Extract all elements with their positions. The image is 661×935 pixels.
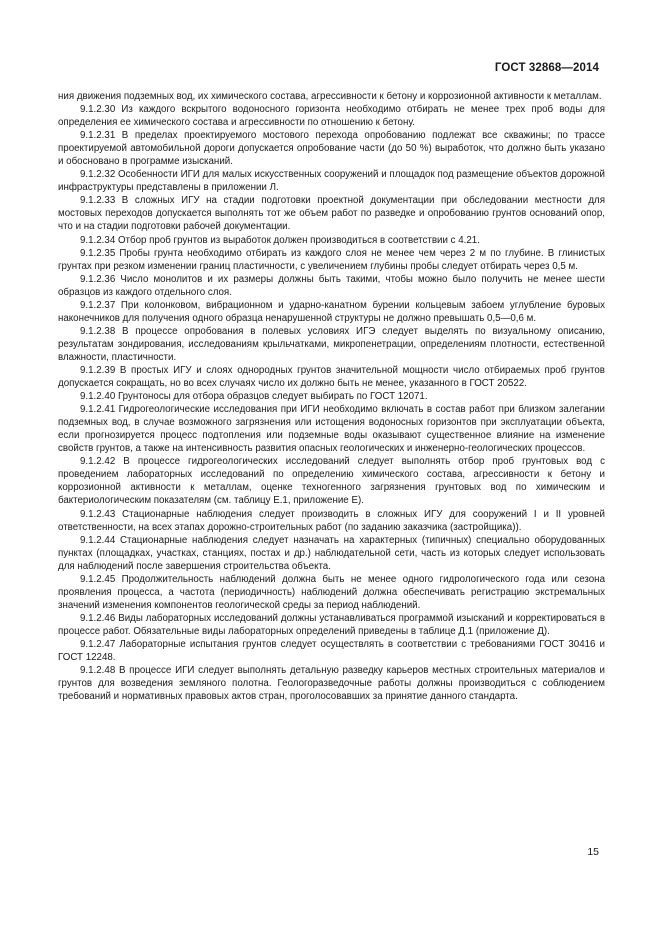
paragraph-9-1-2-45: 9.1.2.45 Продолжительность наблюдений должна быть не менее одного гидрологического года или сезона проявления процесса, а частота (периодичность) наблюдений должна обеспечивать регистрацию экстремальных значений изменения компонентов геологической среды за период наблюдений. (58, 573, 605, 611)
paragraph-9-1-2-33: 9.1.2.33 В сложных ИГУ на стадии подготовки проектной документации при обследовании местности для мостовых переходов допускается выполнять тот же объем работ по разведке и опробованию грунтов оснований опор, что и на стадии подготовки рабочей документации. (58, 195, 605, 233)
paragraph-9-1-2-35: 9.1.2.35 Пробы грунта необходимо отбирать из каждого слоя не менее чем через 2 м по глубине. В глинистых грунтах при резком изменении границ пластичности, с увеличением глубины пробы следует отбирать через 0,5 м. (58, 247, 605, 272)
paragraph-9-1-2-41: 9.1.2.41 Гидрогеологические исследования при ИГИ необходимо включать в состав работ при близком залегании подземных вод, в случае возможного загрязнения или истощения водоносных горизонтов при эксплуатации объекта, если прогнозируется процесс подтопления или подземные воды оказывают существенное влияние на изменение свойств грунтов, а также на интенсивность развития опасных геологических и инженерно-геологических процессов. (58, 404, 605, 455)
paragraph-9-1-2-34: 9.1.2.34 Отбор проб грунтов из выработок должен производиться в соответствии с 4.21. (80, 234, 480, 246)
paragraph-9-1-2-43: 9.1.2.43 Стационарные наблюдения следует производить в сложных ИГУ для сооружений I и II уровней ответственности, на всех этапах дорожно-строительных работ (по заданию заказчика (застройщика)). (58, 508, 605, 533)
paragraph-9-1-2-47: 9.1.2.47 Лабораторные испытания грунтов следует осуществлять в соответствии с требованиями ГОСТ 30416 и ГОСТ 12248. (58, 638, 605, 664)
paragraph-9-1-2-32: 9.1.2.32 Особенности ИГИ для малых искусственных сооружений и площадок под размещение объектов дорожной инфраструктуры представлены в приложении Л. (58, 169, 605, 194)
paragraph-9-1-2-42: 9.1.2.42 В процессе гидрогеологических исследований следует выполнять отбор проб грунтовых вод с проведением лабораторных исследований по определению химического состава, агрессивности к бетону и коррозионной активности к металлам, оценке техногенного загрязнения грунтовых вод по химическим и бактериологическим показателям (см. таблицу Е.1, приложение Е). (58, 456, 605, 507)
paragraph-9-1-2-36: 9.1.2.36 Число монолитов и их размеры должны быть такими, чтобы можно было получить не менее шести образцов из каждого отдельного слоя. (58, 273, 605, 298)
paragraph-9-1-2-44: 9.1.2.44 Стационарные наблюдения следует назначать на характерных (типичных) специально оборудованных пунктах (площадках, участках, станциях, постах и др.) наблюдательной сети, часть из которых следует использовать для наблюдений после завершения строительства объекта. (58, 534, 605, 572)
standard-code-header: ГОСТ 32868—2014 (494, 62, 599, 74)
paragraph-9-1-2-46: 9.1.2.46 Виды лабораторных исследований должны устанавливаться программой изысканий и корректироваться в процессе работ. Обязательные виды лабораторных определений приведены в таблице Д.1 (приложение Д). (58, 612, 605, 637)
paragraph-continuation: ния движения подземных вод, их химического состава, агрессивности к бетону и коррозионной активности к металлам. (58, 91, 602, 102)
paragraph-9-1-2-40: 9.1.2.40 Грунтоносы для отбора образцов следует выбирать по ГОСТ 12071. (80, 391, 428, 403)
paragraph-9-1-2-48: 9.1.2.48 В процессе ИГИ следует выполнять детальную разведку карьеров местных строительных материалов и грунтов для возведения земляного полотна. Геологоразведочные работы должны производиться с соблюдением требований и нормативных правовых актов стран, проголосовавших за принятие данного стандарта. (58, 665, 605, 703)
paragraph-9-1-2-39: 9.1.2.39 В простых ИГУ и слоях однородных грунтов значительной мощности число отбираемых проб грунтов допускается сокращать, но во всех случаях число их должно быть не менее, указанного в ГОСТ 20522. (58, 364, 605, 390)
paragraph-9-1-2-30: 9.1.2.30 Из каждого вскрытого водоносного горизонта необходимо отбирать не менее трех проб воды для определения ее химического состава и агрессивности по отношению к бетону. (58, 104, 605, 129)
document-body (58, 90, 605, 703)
page-number: 15 (587, 846, 599, 858)
paragraph-9-1-2-31: 9.1.2.31 В пределах проектируемого мостового перехода опробованию подлежат все скважины; по трассе проектируемой автомобильной дороги допускается опробование части (до 50 %) выработок, что должно быть указано и обосновано в программе изысканий. (58, 130, 605, 168)
paragraph-9-1-2-38: 9.1.2.38 В процессе опробования в полевых условиях ИГЭ следует выделять по визуальному описанию, результатам зондирования, исследованиям крыльчатками, микропенетрации, определениям плотности, естественной влажности, пластичности. (58, 325, 605, 363)
paragraph-9-1-2-37: 9.1.2.37 При колонковом, вибрационном и ударно-канатном бурении кольцевым забоем углубление буровых наконечников для получения одного образца ненарушенной структуры не должно превышать 0,5—0,6 м. (58, 299, 605, 324)
